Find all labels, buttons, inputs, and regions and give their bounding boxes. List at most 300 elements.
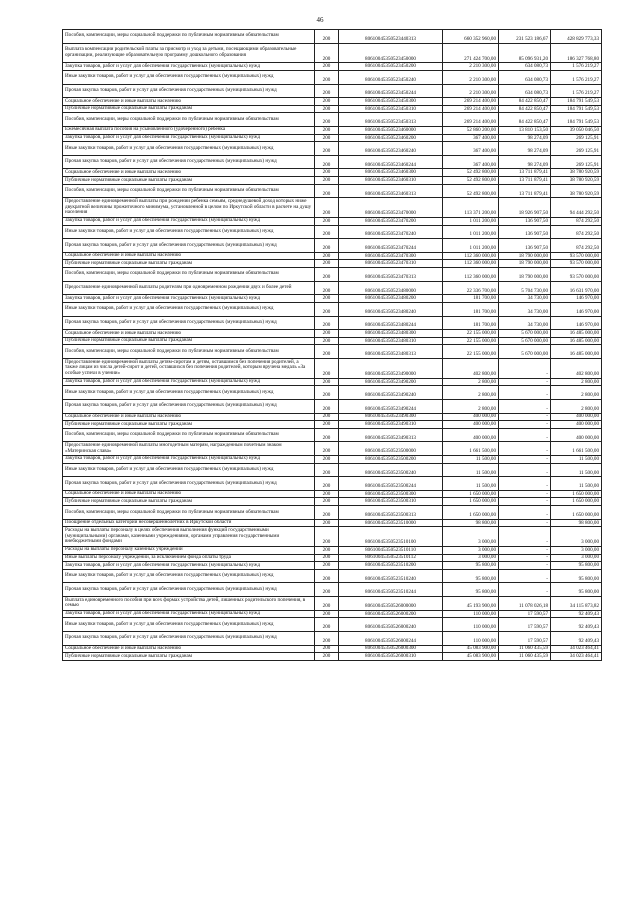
- row-name: Социальное обеспечение и иные выплаты населению: [63, 645, 315, 653]
- row-kbk-code: 80610045350523480200: [339, 295, 443, 303]
- row-executed-amount: -: [499, 428, 551, 442]
- row-unexecuted-amount: 16 631 970,00: [551, 281, 602, 295]
- table-row: [63, 463, 602, 477]
- row-executed-amount: 11 078 026,18: [499, 597, 551, 611]
- table-row: [63, 569, 602, 583]
- row-executed-amount: 13 711 879,41: [499, 184, 551, 198]
- row-name: Предоставление единовременной выплаты многодетным матерям, награжденным почетным знаком «Материнская слава»: [63, 442, 315, 456]
- row-kbk-code: 80610045350526000300: [339, 645, 443, 653]
- row-name: Закупка товаров, работ и услуг для обеспечения государственных (муниципальных) нужд: [63, 455, 315, 463]
- row-executed-amount: 34 730,00: [499, 295, 551, 303]
- row-code: 200: [315, 142, 339, 156]
- row-unexecuted-amount: 93 570 000,00: [551, 268, 602, 282]
- row-kbk-code: 80610045350523490244: [339, 399, 443, 413]
- row-unexecuted-amount: 874 292,50: [551, 217, 602, 225]
- row-name: Публичные нормативные социальные выплаты гражданам: [63, 337, 315, 345]
- row-unexecuted-amount: 269 125,91: [551, 142, 602, 156]
- row-kbk-code: 80610045350523490310: [339, 421, 443, 429]
- row-approved-amount: 367 400,00: [443, 134, 499, 142]
- table-row: [63, 527, 602, 547]
- row-unexecuted-amount: 1 650 000,00: [551, 498, 602, 506]
- row-approved-amount: 1 650 000,00: [443, 498, 499, 506]
- row-unexecuted-amount: 11 500,00: [551, 477, 602, 491]
- row-approved-amount: 400 000,00: [443, 428, 499, 442]
- row-executed-amount: 231 523 186,67: [499, 30, 551, 44]
- row-approved-amount: 45 193 900,00: [443, 597, 499, 611]
- table-row: [63, 268, 602, 282]
- row-approved-amount: 367 400,00: [443, 155, 499, 169]
- row-executed-amount: -: [499, 498, 551, 506]
- row-kbk-code: 80610045350523460300: [339, 169, 443, 177]
- table-row: [63, 378, 602, 386]
- row-name: Иные выплаты персоналу учреждений, за исключением фонда оплаты труда: [63, 554, 315, 562]
- row-kbk-code: 80610045350523450313: [339, 113, 443, 127]
- table-row: [63, 105, 602, 113]
- row-code: 200: [315, 653, 339, 661]
- row-code: 200: [315, 302, 339, 316]
- row-code: 200: [315, 498, 339, 506]
- row-executed-amount: -: [499, 455, 551, 463]
- row-code: 200: [315, 527, 339, 547]
- row-kbk-code: 80610045350523490200: [339, 378, 443, 386]
- row-unexecuted-amount: 400 000,00: [551, 421, 602, 429]
- row-name: Иные закупки товаров, работ и услуг для обеспечения государственных (муниципальных) нужд: [63, 70, 315, 84]
- row-kbk-code: 80610045350523480300: [339, 330, 443, 338]
- row-executed-amount: -: [499, 442, 551, 456]
- row-name: Публичные нормативные социальные выплаты гражданам: [63, 105, 315, 113]
- row-name: Прочая закупка товаров, работ и услуг для обеспечения государственных (муниципальных) нужд: [63, 477, 315, 491]
- row-approved-amount: 271 424 700,00: [443, 43, 499, 63]
- row-kbk-code: 80610045350526000200: [339, 610, 443, 618]
- row-unexecuted-amount: 93 570 000,00: [551, 260, 602, 268]
- row-executed-amount: -: [499, 583, 551, 597]
- row-kbk-code: 80610045350523460000: [339, 126, 443, 134]
- row-unexecuted-amount: 874 292,50: [551, 225, 602, 239]
- table-row: [63, 295, 602, 303]
- row-approved-amount: 112 360 000,00: [443, 268, 499, 282]
- row-code: 200: [315, 546, 339, 554]
- table-row: [63, 610, 602, 618]
- row-kbk-code: 80610045350523510112: [339, 554, 443, 562]
- row-unexecuted-amount: 1 661 500,00: [551, 442, 602, 456]
- row-executed-amount: -: [499, 527, 551, 547]
- row-name: Социальное обеспечение и иные выплаты населению: [63, 490, 315, 498]
- row-executed-amount: 98 274,09: [499, 155, 551, 169]
- row-kbk-code: 80610045350523490313: [339, 428, 443, 442]
- row-kbk-code: 80610045350523480000: [339, 281, 443, 295]
- row-kbk-code: 80610045350523450310: [339, 105, 443, 113]
- row-kbk-code: 80610045350523460240: [339, 142, 443, 156]
- row-approved-amount: 110 000,00: [443, 610, 499, 618]
- row-code: 200: [315, 155, 339, 169]
- table-row: [63, 546, 602, 554]
- row-approved-amount: 269 214 400,00: [443, 98, 499, 106]
- row-code: 200: [315, 386, 339, 400]
- row-unexecuted-amount: 2 800,00: [551, 386, 602, 400]
- row-code: 200: [315, 217, 339, 225]
- row-code: 200: [315, 554, 339, 562]
- row-kbk-code: 80610045350523510244: [339, 583, 443, 597]
- row-approved-amount: 2 800,00: [443, 386, 499, 400]
- row-executed-amount: 136 907,50: [499, 239, 551, 253]
- row-code: 200: [315, 345, 339, 359]
- row-unexecuted-amount: 34 023 464,41: [551, 645, 602, 653]
- row-approved-amount: 98 800,00: [443, 519, 499, 527]
- row-name: Пособия, компенсации, меры социальной поддержки по публичным нормативным обязательствам: [63, 345, 315, 359]
- table-row: [63, 631, 602, 645]
- row-unexecuted-amount: 2 800,00: [551, 399, 602, 413]
- row-code: 200: [315, 225, 339, 239]
- row-kbk-code: 80610045350523510240: [339, 569, 443, 583]
- table-row: [63, 281, 602, 295]
- row-name: Иные закупки товаров, работ и услуг для обеспечения государственных (муниципальных) нужд: [63, 386, 315, 400]
- row-executed-amount: 18 790 000,00: [499, 268, 551, 282]
- row-name: Прочая закупка товаров, работ и услуг для обеспечения государственных (муниципальных) нужд: [63, 399, 315, 413]
- table-row: [63, 477, 602, 491]
- row-kbk-code: 80610045350523450000: [339, 43, 443, 63]
- row-approved-amount: 52 492 800,00: [443, 177, 499, 185]
- row-unexecuted-amount: 95 800,00: [551, 569, 602, 583]
- row-code: 200: [315, 169, 339, 177]
- row-code: 200: [315, 330, 339, 338]
- row-kbk-code: 80610045350523450300: [339, 98, 443, 106]
- row-executed-amount: -: [499, 399, 551, 413]
- row-executed-amount: 17 590,57: [499, 618, 551, 632]
- row-approved-amount: 269 214 400,00: [443, 113, 499, 127]
- row-unexecuted-amount: 38 780 920,59: [551, 169, 602, 177]
- row-name: Пособия, компенсации, меры социальной поддержки по публичным нормативным обязательствам: [63, 30, 315, 44]
- row-kbk-code: 80610045350523470300: [339, 252, 443, 260]
- row-executed-amount: 5 670 000,00: [499, 345, 551, 359]
- table-row: [63, 84, 602, 98]
- row-name: Расходы на выплаты персоналу в целях обеспечения выполнения функций государственными (муниципальными) органами, казенными учреждениями, органами управления государственными внебюджетными фондами: [63, 527, 315, 547]
- row-approved-amount: 2 800,00: [443, 378, 499, 386]
- row-approved-amount: 52 492 800,00: [443, 169, 499, 177]
- row-kbk-code: 80610045350523470200: [339, 217, 443, 225]
- row-unexecuted-amount: 269 125,91: [551, 155, 602, 169]
- row-approved-amount: 45 083 900,00: [443, 653, 499, 661]
- row-kbk-code: 80610045350526000310: [339, 653, 443, 661]
- row-code: 200: [315, 519, 339, 527]
- row-executed-amount: -: [499, 386, 551, 400]
- table-row: [63, 421, 602, 429]
- row-name: Пособия, компенсации, меры социальной поддержки по публичным нормативным обязательствам: [63, 268, 315, 282]
- row-name: Предоставление единовременной выплаты родителям при одновременном рождении двух и более детей: [63, 281, 315, 295]
- row-executed-amount: -: [499, 421, 551, 429]
- row-unexecuted-amount: 400 000,00: [551, 413, 602, 421]
- row-kbk-code: 80610045350523480244: [339, 316, 443, 330]
- row-code: 200: [315, 63, 339, 71]
- row-approved-amount: 11 500,00: [443, 463, 499, 477]
- row-executed-amount: -: [499, 569, 551, 583]
- row-name: Пособия, компенсации, меры социальной поддержки по публичным нормативным обязательствам: [63, 113, 315, 127]
- row-unexecuted-amount: 2 800,00: [551, 378, 602, 386]
- table-row: [63, 506, 602, 520]
- row-approved-amount: 11 500,00: [443, 455, 499, 463]
- row-kbk-code: 80610045350523450240: [339, 70, 443, 84]
- row-kbk-code: 80610045350523450244: [339, 84, 443, 98]
- row-unexecuted-amount: 146 970,00: [551, 316, 602, 330]
- row-kbk-code: 80610045350523500300: [339, 490, 443, 498]
- table-row: [63, 302, 602, 316]
- row-unexecuted-amount: 34 115 873,82: [551, 597, 602, 611]
- row-approved-amount: 95 800,00: [443, 569, 499, 583]
- row-kbk-code: 80610045350523500310: [339, 498, 443, 506]
- page-number: 46: [316, 16, 324, 24]
- table-row: [63, 184, 602, 198]
- row-executed-amount: 17 590,57: [499, 610, 551, 618]
- table-row: [63, 63, 602, 71]
- row-approved-amount: 110 000,00: [443, 618, 499, 632]
- row-approved-amount: 181 700,00: [443, 295, 499, 303]
- row-approved-amount: 3 000,00: [443, 546, 499, 554]
- table-row: [63, 330, 602, 338]
- row-unexecuted-amount: 402 800,00: [551, 358, 602, 378]
- row-kbk-code: 80610045350523460310: [339, 177, 443, 185]
- row-executed-amount: -: [499, 358, 551, 378]
- table-row: [63, 70, 602, 84]
- table-row: [63, 316, 602, 330]
- row-code: 200: [315, 126, 339, 134]
- row-executed-amount: 98 274,09: [499, 134, 551, 142]
- row-kbk-code: 80610045350523460200: [339, 134, 443, 142]
- row-code: 200: [315, 477, 339, 491]
- row-kbk-code: 80610045350523510000: [339, 519, 443, 527]
- row-name: Публичные нормативные социальные выплаты гражданам: [63, 498, 315, 506]
- table-row: [63, 134, 602, 142]
- row-unexecuted-amount: 92 409,43: [551, 618, 602, 632]
- row-kbk-code: 80610045350523470000: [339, 198, 443, 218]
- table-row: [63, 113, 602, 127]
- table-row: [63, 498, 602, 506]
- row-unexecuted-amount: 98 800,00: [551, 519, 602, 527]
- row-executed-amount: 84 422 850,47: [499, 98, 551, 106]
- row-name: Публичные нормативные социальные выплаты гражданам: [63, 260, 315, 268]
- row-unexecuted-amount: 428 829 773,33: [551, 30, 602, 44]
- row-executed-amount: -: [499, 554, 551, 562]
- row-kbk-code: 80610045350523500244: [339, 477, 443, 491]
- table-row: [63, 645, 602, 653]
- row-name: Закупка товаров, работ и услуг для обеспечения государственных (муниципальных) нужд: [63, 217, 315, 225]
- row-kbk-code: 80610045350523440313: [339, 30, 443, 44]
- table-row: [63, 413, 602, 421]
- row-approved-amount: 400 000,00: [443, 413, 499, 421]
- row-name: Выплата компенсации родительской платы за присмотр и уход за детьми, посещающими образовательные организации, реализующие образовательную программу дошкольного образования: [63, 43, 315, 63]
- row-unexecuted-amount: 16 485 000,00: [551, 330, 602, 338]
- row-executed-amount: 17 590,57: [499, 631, 551, 645]
- row-approved-amount: 22 155 000,00: [443, 337, 499, 345]
- row-code: 200: [315, 198, 339, 218]
- row-approved-amount: 11 500,00: [443, 477, 499, 491]
- row-unexecuted-amount: 16 485 000,00: [551, 345, 602, 359]
- row-executed-amount: -: [499, 463, 551, 477]
- row-approved-amount: 402 800,00: [443, 358, 499, 378]
- row-name: Выплата единовременного пособия при всех формах устройства детей, лишенных родительского попечения, в семью: [63, 597, 315, 611]
- row-name: Пособия, компенсации, меры социальной поддержки по публичным нормативным обязательствам: [63, 428, 315, 442]
- table-row: [63, 198, 602, 218]
- row-code: 200: [315, 295, 339, 303]
- table-row: [63, 98, 602, 106]
- row-name: Закупка товаров, работ и услуг для обеспечения государственных (муниципальных) нужд: [63, 610, 315, 618]
- row-approved-amount: 3 000,00: [443, 527, 499, 547]
- row-approved-amount: 112 360 000,00: [443, 260, 499, 268]
- row-code: 200: [315, 113, 339, 127]
- row-name: Социальное обеспечение и иные выплаты населению: [63, 330, 315, 338]
- row-code: 200: [315, 569, 339, 583]
- row-code: 200: [315, 30, 339, 44]
- row-kbk-code: 80610045350523480313: [339, 345, 443, 359]
- row-unexecuted-amount: 39 050 046,50: [551, 126, 602, 134]
- row-kbk-code: 80610045350523510100: [339, 527, 443, 547]
- row-name: Закупка товаров, работ и услуг для обеспечения государственных (муниципальных) нужд: [63, 63, 315, 71]
- row-approved-amount: 113 371 200,00: [443, 198, 499, 218]
- row-executed-amount: -: [499, 477, 551, 491]
- row-name: Публичные нормативные социальные выплаты гражданам: [63, 421, 315, 429]
- row-code: 200: [315, 252, 339, 260]
- row-executed-amount: 5 704 730,00: [499, 281, 551, 295]
- table-body: [63, 30, 602, 661]
- table-row: [63, 169, 602, 177]
- row-unexecuted-amount: 34 023 464,41: [551, 653, 602, 661]
- row-approved-amount: 52 860 200,00: [443, 126, 499, 134]
- row-executed-amount: 84 422 850,47: [499, 113, 551, 127]
- row-name: Поощрение отдельных категорий несовершеннолетних в Иркутской области: [63, 519, 315, 527]
- row-executed-amount: 34 730,00: [499, 302, 551, 316]
- row-kbk-code: 80610045350523460244: [339, 155, 443, 169]
- row-code: 200: [315, 358, 339, 378]
- row-executed-amount: -: [499, 490, 551, 498]
- row-unexecuted-amount: 93 570 000,00: [551, 252, 602, 260]
- row-kbk-code: 80610045350523470313: [339, 268, 443, 282]
- row-approved-amount: 2 800,00: [443, 399, 499, 413]
- row-name: Социальное обеспечение и иные выплаты населению: [63, 169, 315, 177]
- row-unexecuted-amount: 11 500,00: [551, 455, 602, 463]
- row-approved-amount: 400 000,00: [443, 421, 499, 429]
- row-name: Расходы на выплаты персоналу казенных учреждений: [63, 546, 315, 554]
- row-executed-amount: 13 711 879,41: [499, 177, 551, 185]
- row-kbk-code: 80610045350523490000: [339, 358, 443, 378]
- row-executed-amount: 18 790 000,00: [499, 252, 551, 260]
- row-approved-amount: 110 000,00: [443, 631, 499, 645]
- row-executed-amount: 13 711 879,41: [499, 169, 551, 177]
- row-unexecuted-amount: 1 576 219,27: [551, 70, 602, 84]
- row-name: Публичные нормативные социальные выплаты гражданам: [63, 177, 315, 185]
- row-unexecuted-amount: 3 000,00: [551, 554, 602, 562]
- row-code: 200: [315, 631, 339, 645]
- row-kbk-code: 80610045350523460313: [339, 184, 443, 198]
- row-approved-amount: 22 155 000,00: [443, 330, 499, 338]
- table-row: [63, 562, 602, 570]
- row-approved-amount: 660 352 960,00: [443, 30, 499, 44]
- row-unexecuted-amount: 1 650 000,00: [551, 506, 602, 520]
- row-code: 200: [315, 105, 339, 113]
- row-unexecuted-amount: 95 800,00: [551, 562, 602, 570]
- row-approved-amount: 95 800,00: [443, 583, 499, 597]
- row-kbk-code: 80610045350526000244: [339, 631, 443, 645]
- row-unexecuted-amount: 11 500,00: [551, 463, 602, 477]
- table-row: [63, 217, 602, 225]
- row-unexecuted-amount: 146 970,00: [551, 302, 602, 316]
- row-code: 200: [315, 260, 339, 268]
- table-row: [63, 126, 602, 134]
- table-row: [63, 239, 602, 253]
- row-executed-amount: 634 080,73: [499, 63, 551, 71]
- row-executed-amount: 5 670 000,00: [499, 337, 551, 345]
- row-kbk-code: 80610045350523510200: [339, 562, 443, 570]
- row-approved-amount: 1 650 000,00: [443, 506, 499, 520]
- row-unexecuted-amount: 1 576 219,27: [551, 84, 602, 98]
- row-kbk-code: 80610045350523500240: [339, 463, 443, 477]
- row-approved-amount: 22 336 700,00: [443, 281, 499, 295]
- row-executed-amount: -: [499, 519, 551, 527]
- row-executed-amount: -: [499, 506, 551, 520]
- row-executed-amount: 85 096 931,20: [499, 43, 551, 63]
- row-executed-amount: 13 810 153,50: [499, 126, 551, 134]
- table-row: [63, 583, 602, 597]
- row-kbk-code: 80610045350523510110: [339, 546, 443, 554]
- row-approved-amount: 269 214 400,00: [443, 105, 499, 113]
- table-row: [63, 43, 602, 63]
- row-unexecuted-amount: 1 650 000,00: [551, 490, 602, 498]
- row-kbk-code: 80610045350523480240: [339, 302, 443, 316]
- row-kbk-code: 80610045350523470310: [339, 260, 443, 268]
- row-code: 200: [315, 645, 339, 653]
- row-kbk-code: 80610045350523470244: [339, 239, 443, 253]
- row-unexecuted-amount: 38 780 920,59: [551, 177, 602, 185]
- row-code: 200: [315, 442, 339, 456]
- row-unexecuted-amount: 16 485 000,00: [551, 337, 602, 345]
- row-kbk-code: 80610045350523450200: [339, 63, 443, 71]
- row-code: 200: [315, 281, 339, 295]
- row-code: 200: [315, 463, 339, 477]
- row-approved-amount: 1 661 500,00: [443, 442, 499, 456]
- row-name: Предоставление единовременной выплаты детям-сиротам и детям, оставшимся без попечения родителей, а также лицам из числа детей-сирот и детей, оставшихся без попечения родителей, которым вручена медаль «За особые успехи в учении»: [63, 358, 315, 378]
- row-name: Закупка товаров, работ и услуг для обеспечения государственных (муниципальных) нужд: [63, 378, 315, 386]
- row-code: 200: [315, 184, 339, 198]
- row-code: 200: [315, 610, 339, 618]
- table-row: [63, 386, 602, 400]
- row-executed-amount: 98 274,09: [499, 142, 551, 156]
- row-unexecuted-amount: 1 576 219,27: [551, 63, 602, 71]
- row-code: 200: [315, 316, 339, 330]
- row-unexecuted-amount: 146 970,00: [551, 295, 602, 303]
- table-row: [63, 428, 602, 442]
- row-name: Иные закупки товаров, работ и услуг для обеспечения государственных (муниципальных) нужд: [63, 569, 315, 583]
- row-code: 200: [315, 428, 339, 442]
- table-row: [63, 399, 602, 413]
- row-name: Иные закупки товаров, работ и услуг для обеспечения государственных (муниципальных) нужд: [63, 302, 315, 316]
- table-row: [63, 653, 602, 661]
- row-approved-amount: 181 700,00: [443, 302, 499, 316]
- table-row: [63, 345, 602, 359]
- row-kbk-code: 80610045350526000000: [339, 597, 443, 611]
- row-executed-amount: 18 926 907,50: [499, 198, 551, 218]
- row-kbk-code: 80610045350526000240: [339, 618, 443, 632]
- row-executed-amount: 11 060 435,59: [499, 653, 551, 661]
- row-kbk-code: 80610045350523490300: [339, 413, 443, 421]
- row-approved-amount: 95 800,00: [443, 562, 499, 570]
- row-name: Закупка товаров, работ и услуг для обеспечения государственных (муниципальных) нужд: [63, 295, 315, 303]
- row-name: Иные закупки товаров, работ и услуг для обеспечения государственных (муниципальных) нужд: [63, 618, 315, 632]
- row-name: Ежемесячная выплата пособия на усыновленного (удочеренного) ребенка: [63, 126, 315, 134]
- row-executed-amount: -: [499, 546, 551, 554]
- row-approved-amount: 2 210 300,00: [443, 84, 499, 98]
- table-row: [63, 337, 602, 345]
- row-kbk-code: 80610045350523480310: [339, 337, 443, 345]
- row-code: 200: [315, 490, 339, 498]
- row-unexecuted-amount: 95 800,00: [551, 583, 602, 597]
- budget-execution-table: [62, 29, 602, 661]
